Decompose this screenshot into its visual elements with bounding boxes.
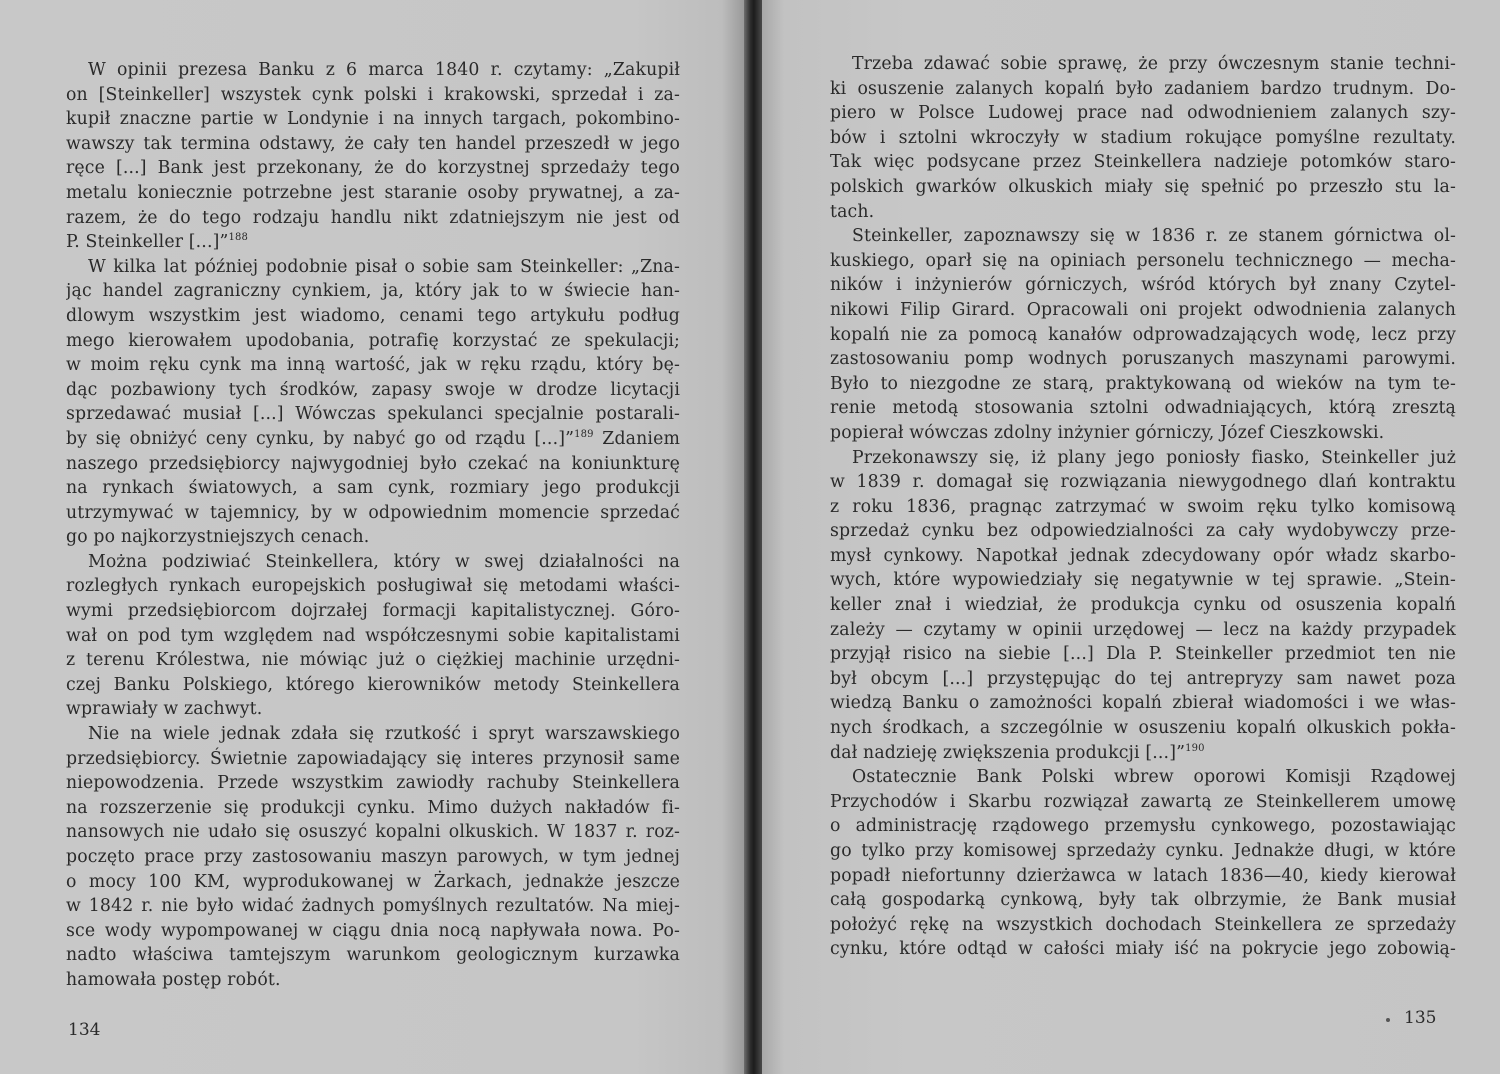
footnote-ref: 188: [228, 232, 249, 244]
text-line-content: tach.: [830, 201, 875, 222]
text-line-content: dlowym wszystkim jest wiadomo, cenami tego artykułu podług: [66, 305, 680, 326]
text-line: [66, 329, 680, 354]
text-line-content: W opinii prezesa Banku z 6 marca 1840 r. czytamy: „Zakupił: [88, 60, 680, 80]
text-line-content: dał nadzieję zwiększenia produkcji [...]”: [830, 742, 1186, 763]
text-line-content: rozległych rynkach europejskich posługiwał się metodami właści-: [66, 576, 680, 597]
text-line: [66, 132, 680, 157]
text-line-content: mego kierowałem upodobania, potrafię korzystać ze spekulacji;: [66, 330, 680, 351]
text-line-content: położyć rękę na wszystkich dochodach Steinkellera ze sprzedaży: [830, 914, 1456, 935]
text-line-content: cynku, które odtąd w całości miały iść na pokrycie jego zobowią-: [830, 939, 1456, 960]
text-line: [830, 224, 1456, 249]
text-line: [830, 741, 1456, 766]
text-line: [830, 519, 1456, 544]
text-line: [830, 126, 1456, 151]
text-line-content: popadł niefortunny dzierżawca w latach 1836—40, kiedy kierował: [830, 865, 1456, 886]
text-line: [830, 765, 1456, 790]
text-line: [66, 697, 680, 722]
text-line: [66, 83, 680, 108]
text-line-content: Tak więc podsycane przez Steinkellera nadzieje potomków staro-: [830, 152, 1456, 173]
text-line-content: mysł cynkowy. Napotkał jednak zdecydowany opór władz skarbo-: [830, 545, 1456, 566]
text-line-content: o administrację rządowego przemysłu cynkowego, pozostawiając: [830, 816, 1456, 837]
text-line-content: przyjął risico na siebie [...] Dla P. Steinkeller przedmiot ten nie: [830, 644, 1456, 665]
text-line-content: Ostatecznie Bank Polski wbrew oporowi Komisji Rządowej: [852, 767, 1456, 788]
text-line: [830, 593, 1456, 618]
text-line-content: piero w Polsce Ludowej prace nad odwodnieniem zalanych szy-: [830, 103, 1456, 124]
text-line: [66, 353, 680, 378]
text-line-content: Przychodów i Skarbu rozwiązał zawartą ze Steinkellerem umowę: [830, 791, 1456, 812]
text-line-content: kuskiego, oparł się na opiniach personelu technicznego — mecha-: [830, 250, 1456, 271]
text-line-content: jąc handel zagraniczny cynkiem, ja, który jak to w świecie han-: [66, 281, 680, 302]
text-line-content: ki osuszenie zalanych kopalń było zadaniem bardzo trudnym. Do-: [830, 78, 1456, 99]
text-line-content: Nie na wiele jednak zdała się rzutkość i spryt warszawskiego: [88, 724, 680, 745]
text-line-content: metalu koniecznie potrzebne jest staranie osoby prywatnej, a za-: [66, 182, 680, 203]
text-line: [830, 568, 1456, 593]
text-line: [830, 913, 1456, 938]
text-line-content: zależy — czytamy w opinii urzędowej — lecz na każdy przypadek: [830, 619, 1456, 640]
text-line: [66, 255, 680, 280]
text-line-content: w moim ręku cynk ma inną wartość, jak w ręku rządu, który bę-: [66, 355, 680, 376]
text-line-content: wawszy tak termina odstawy, że cały ten handel przeszedł w jego: [66, 133, 680, 154]
text-line-content: ręce [...] Bank jest przekonany, że do korzystnej sprzedaży tego: [66, 158, 680, 179]
text-line-content: popierał wówczas zdolny inżynier górniczy, Józef Cieszkowski.: [830, 422, 1385, 443]
text-line-content: ników i inżynierów górniczych, wśród których był znany Czytel-: [830, 275, 1456, 296]
text-line: [66, 574, 680, 599]
text-line-content: wymi przedsiębiorcom dojrzałej formacji kapitalistycznej. Góro-: [66, 601, 680, 622]
text-line: [830, 814, 1456, 839]
text-line: [830, 372, 1456, 397]
text-line: [830, 77, 1456, 102]
right-page: [762, 0, 1500, 1074]
text-line-content: keller znał i wiedział, że produkcja cynku od osuszenia kopalń: [830, 595, 1456, 616]
text-line: [66, 230, 680, 255]
text-line: [830, 691, 1456, 716]
text-line: [66, 673, 680, 698]
text-line-content: nych środkach, a szczególnie w osuszeniu kopalń olkuskich pokła-: [830, 718, 1456, 739]
text-line: [830, 470, 1456, 495]
text-line: [66, 771, 680, 796]
text-line-content: czej Banku Polskiego, którego kierowników metody Steinkellera: [66, 674, 680, 695]
text-line: [66, 845, 680, 870]
text-line: [830, 618, 1456, 643]
text-line: [830, 396, 1456, 421]
text-line-content: wiedzą Banku o zamożności kopalń zbierał wiadomości i we włas-: [830, 693, 1456, 714]
text-line-content: z terenu Królestwa, nie mówiąc już o ciężkiej machinie urzędni-: [66, 650, 680, 671]
left-page-text: [66, 58, 680, 993]
text-line: [830, 864, 1456, 889]
text-line: [830, 495, 1456, 520]
text-line-content: kopalń nie za pomocą kanałów odprowadzających wodę, lecz przy: [830, 324, 1456, 345]
text-line-content: na rynkach światowych, a sam cynk, rozmiary jego produkcji: [66, 478, 680, 499]
text-line: [830, 937, 1456, 962]
text-line: [830, 175, 1456, 200]
text-line: [830, 544, 1456, 569]
text-line: [830, 347, 1456, 372]
text-line: [66, 648, 680, 673]
text-line: [830, 421, 1456, 446]
text-line-content: dąc pozbawiony tych środków, zapasy swoje w drodze licytacji: [66, 379, 680, 400]
text-line-tail: Zdaniem: [593, 428, 680, 449]
text-line-content: go tylko przy komisowej sprzedaży cynku. Jednakże długi, w które: [830, 841, 1456, 861]
text-line: [830, 200, 1456, 225]
text-line-content: nansowych nie udało się osuszyć kopalni olkuskich. W 1837 r. roz-: [66, 822, 680, 843]
text-line-content: go po najkorzystniejszych cenach.: [66, 527, 370, 548]
text-line-content: z roku 1836, pragnąc zatrzymać w swoim ręku tylko komisową: [830, 496, 1456, 517]
text-line: [66, 452, 680, 477]
text-line-content: polskich gwarków olkuskich miały się spełnić po przeszło stu la-: [830, 176, 1456, 197]
text-line: [830, 249, 1456, 274]
left-page: [0, 0, 744, 1074]
text-line-content: razem, że do tego rodzaju handlu nikt zdatniejszym nie jest od: [66, 207, 680, 228]
text-line: [830, 888, 1456, 913]
text-line-content: w 1842 r. nie było widać żadnych pomyślnych rezultatów. Na miej-: [66, 896, 680, 917]
text-line: [66, 378, 680, 403]
text-line: [830, 298, 1456, 323]
text-line: [66, 58, 680, 83]
text-line-content: na rozszerzenie się produkcji cynku. Mimo dużych nakładów fi-: [66, 797, 680, 818]
text-line-content: by się obniżyć ceny cynku, by nabyć go od rządu [...]”: [66, 428, 575, 449]
text-line-content: sprzedawać musiał [...] Wówczas spekulanci specjalnie postarali-: [66, 404, 680, 425]
text-line-content: w 1839 r. domagał się rozwiązania niewygodnego dlań kontraktu: [830, 472, 1456, 493]
text-line: [66, 476, 680, 501]
text-line: [66, 279, 680, 304]
text-line: [66, 402, 680, 427]
text-line-content: całą gospodarką cynkową, były tak olbrzymie, że Bank musiał: [830, 890, 1456, 911]
text-line: [830, 323, 1456, 348]
text-line-content: przedsiębiorcy. Świetnie zapowiadający się interes przynosił same: [66, 748, 680, 769]
text-line-content: poczęto prace przy zastosowaniu maszyn parowych, w tym jednej: [66, 847, 680, 867]
footnote-ref: 190: [1185, 742, 1205, 754]
text-line: [66, 206, 680, 231]
text-line-content: Można podziwiać Steinkellera, który w swej działalności na: [88, 551, 680, 572]
text-line-content: W kilka lat później podobnie pisał o sobie sam Steinkeller: „Zna-: [88, 256, 680, 277]
right-page-number: 135: [1404, 1008, 1437, 1028]
text-line: [66, 550, 680, 575]
left-page-number: 134: [68, 1020, 101, 1040]
text-line-content: nikowi Filip Girard. Opracowali oni projekt odwodnienia zalanych: [830, 299, 1456, 320]
text-line: [830, 790, 1456, 815]
text-line: [830, 716, 1456, 741]
text-line: [66, 427, 680, 452]
text-line: [66, 501, 680, 526]
text-line-content: hamowała postęp robót.: [66, 969, 281, 990]
text-line-content: o mocy 100 KM, wyprodukowanej w Żarkach, jednakże jeszcze: [66, 871, 680, 892]
text-line-content: Steinkeller, zapoznawszy się w 1836 r. ze stanem górnictwa ol-: [852, 226, 1456, 247]
text-line: [66, 747, 680, 772]
text-line: [830, 150, 1456, 175]
text-line: [66, 722, 680, 747]
text-line: [830, 839, 1456, 864]
text-line-content: był obcym [...] przystępując do tej antrepryzy sam nawet poza: [830, 668, 1456, 689]
text-line: [66, 525, 680, 550]
text-line-content: wał on pod tym względem nad współczesnymi sobie kapitalistami: [66, 625, 680, 646]
text-line-content: wych, które wypowiedziały się negatywnie w tej sprawie. „Stein-: [830, 570, 1456, 591]
text-line: [66, 919, 680, 944]
text-line: [66, 894, 680, 919]
text-line-content: sprzedaż cynku bez odpowiedzialności za cały wydobywczy prze-: [830, 521, 1456, 542]
text-line: [66, 820, 680, 845]
text-line: [66, 870, 680, 895]
text-line: [66, 181, 680, 206]
text-line-content: renie metodą stosowania sztolni odwadniających, którą zresztą: [830, 398, 1456, 419]
text-line-content: kupił znaczne partie w Londynie i na innych targach, pokombino-: [66, 109, 680, 130]
text-line-content: on [Steinkeller] wszystek cynk polski i krakowski, sprzedał i za-: [66, 84, 680, 105]
text-line: [830, 642, 1456, 667]
text-line: [66, 796, 680, 821]
text-line-content: zastosowaniu pomp wodnych poruszanych maszynami parowymi.: [830, 349, 1456, 370]
text-line: [66, 107, 680, 132]
text-line: [830, 273, 1456, 298]
text-line-content: utrzymywać w tajemnicy, by w odpowiednim momencie sprzedać: [66, 502, 680, 523]
right-page-text: [830, 52, 1456, 962]
text-line-content: wprawiały w zachwyt.: [66, 699, 263, 720]
footnote-ref: 189: [574, 429, 594, 441]
text-line-content: P. Steinkeller [...]”: [66, 232, 229, 253]
text-line-content: Było to niezgodne ze starą, praktykowaną od wieków na tym te-: [830, 373, 1456, 394]
text-line-content: niepowodzenia. Przede wszystkim zawiodły rachuby Steinkellera: [66, 773, 680, 794]
text-line-content: naszego przedsiębiorcy najwygodniej było czekać na koniunkturę: [66, 453, 680, 474]
text-line: [66, 156, 680, 181]
text-line: [830, 667, 1456, 692]
text-line: [830, 52, 1456, 77]
text-line-content: Przekonawszy się, iż plany jego poniosły fiasko, Steinkeller już: [852, 447, 1456, 468]
text-line: [830, 101, 1456, 126]
text-line-content: nadto właściwa tamtejszym warunkom geologicznym kurzawka: [66, 945, 680, 966]
text-line: [66, 304, 680, 329]
text-line-content: Trzeba zdawać sobie sprawę, że przy ówczesnym stanie techni-: [852, 54, 1456, 74]
text-line-content: sce wody wypompowanej w ciągu dnia nocą napływała nowa. Po-: [66, 920, 680, 941]
text-line: [66, 599, 680, 624]
text-line: [66, 968, 680, 993]
text-line: [66, 624, 680, 649]
text-line: [66, 943, 680, 968]
text-line-content: bów i sztolni wkroczyły w stadium rokujące pomyślne rezultaty.: [830, 127, 1456, 148]
page-mark-dot: [1386, 1018, 1390, 1022]
book-gutter: [744, 0, 762, 1074]
text-line: [830, 446, 1456, 471]
